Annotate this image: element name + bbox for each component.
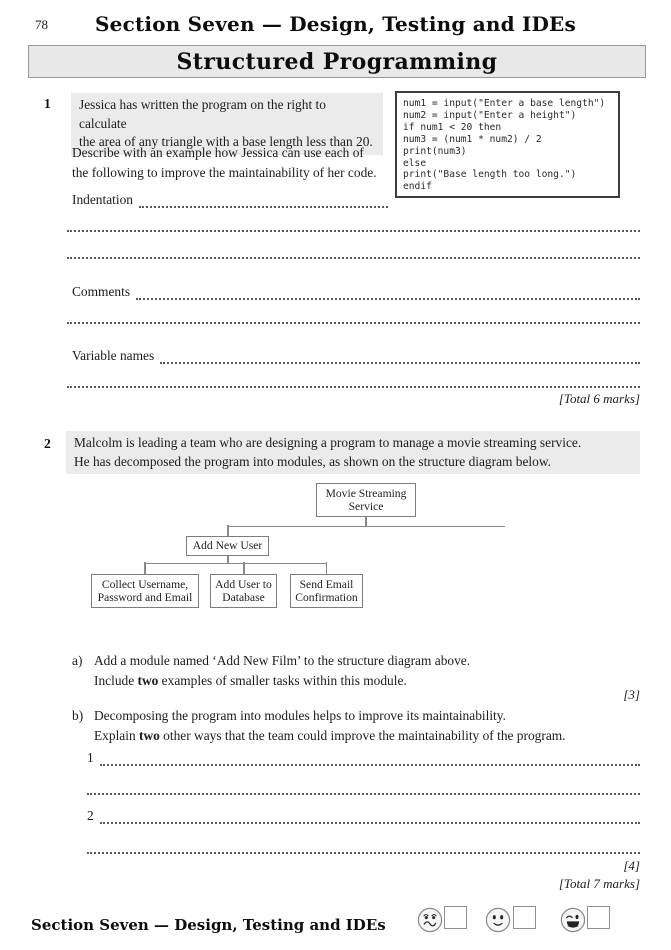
code-line: num1 = input("Enter a base length") — [403, 98, 606, 109]
q1-intro-line1: Jessica has written the program on the right to calculate — [79, 97, 326, 131]
answer-line — [136, 284, 640, 300]
page-title: Structured Programming — [176, 48, 498, 75]
q1-prompt-line1: Describe with an example how Jessica can use each of — [72, 145, 364, 160]
part-a-line2-post: examples of smaller tasks within this module. — [158, 672, 407, 688]
answer-line — [67, 230, 640, 232]
answer-line — [87, 852, 640, 854]
q2-intro-line1: Malcolm is leading a team who are designing a program to manage a movie streaming service. — [74, 435, 582, 450]
part-b-line1: Decomposing the program into modules helps to improve its maintainability. — [94, 708, 506, 723]
code-line: else — [403, 157, 427, 169]
answer-line — [160, 348, 640, 364]
q1-intro-line2: the area of any triangle with a base length less than 20. — [79, 134, 373, 150]
label-comments: Comments — [72, 284, 131, 299]
code-line: num2 = input("Enter a height") — [403, 109, 577, 121]
answer-line — [67, 386, 640, 388]
part-b-label: b) — [72, 708, 84, 723]
diagram-box-root: Movie Streaming Service — [316, 483, 416, 517]
diagram-box-send-email-confirmation: Send Email Confirmation — [290, 574, 363, 608]
answer-2-label: 2 — [87, 808, 94, 823]
diagram-connector — [365, 516, 367, 526]
page-number: 78 — [35, 17, 48, 32]
q2-intro — [66, 431, 640, 474]
code-line: print(num3) — [403, 145, 467, 157]
answer-line — [67, 257, 640, 259]
answer-line — [100, 808, 640, 824]
answer-row-2 — [87, 808, 640, 824]
code-line: print("Base length too long.") — [403, 169, 577, 181]
label-indentation: Indentation — [72, 192, 133, 207]
q2-total-marks: [Total 7 marks] — [558, 876, 640, 891]
q2-intro-line2: He has decomposed the program into modules, as shown on the structure diagram below. — [74, 453, 551, 469]
rating-checkbox-neutral[interactable] — [513, 906, 536, 929]
code-line: if num1 < 20 then — [403, 121, 502, 133]
q1-total-marks: [Total 6 marks] — [558, 391, 640, 406]
q2-part-b — [72, 706, 647, 745]
part-a-line1: Add a module named ‘Add New Film’ to the structure diagram above. — [94, 653, 471, 668]
diagram-connector — [144, 563, 327, 565]
section-header: Section Seven — Design, Testing and IDEs — [95, 12, 576, 36]
happy-face-icon — [560, 907, 586, 933]
part-b-line2-bold: two — [139, 727, 160, 743]
part-b-marks: [4] — [623, 858, 640, 873]
diagram-box-add-user-to-database: Add User to Database — [210, 574, 277, 608]
part-a-line2-bold: two — [137, 672, 159, 688]
q1-number: 1 — [44, 96, 51, 111]
part-a-label: a) — [72, 653, 83, 668]
answer-line — [100, 750, 640, 766]
rating-checkbox-unhappy[interactable] — [444, 906, 467, 929]
q1-prompt-line2: the following to improve the maintainability of her code. — [72, 164, 377, 180]
code-line: num3 = (num1 * num2) / 2 — [403, 133, 542, 145]
diagram-box-add-new-user: Add New User — [186, 536, 269, 556]
diagram-connector — [227, 526, 505, 528]
answer-line — [87, 793, 640, 795]
answer-row-comments — [72, 284, 640, 300]
label-variable-names: Variable names — [72, 348, 155, 363]
q2-number: 2 — [44, 436, 51, 451]
answer-row-variable-names — [72, 348, 640, 364]
neutral-face-icon — [485, 907, 511, 933]
unhappy-face-icon — [417, 907, 443, 933]
q1-code-listing — [395, 91, 620, 198]
answer-row-indentation — [72, 192, 388, 208]
answer-row-1 — [87, 750, 640, 766]
answer-line — [67, 322, 640, 324]
part-a-marks: [3] — [623, 687, 640, 702]
q1-prompt — [72, 143, 394, 182]
part-b-line2-pre: Explain — [94, 727, 139, 743]
footer-section-title: Section Seven — Design, Testing and IDEs — [31, 916, 386, 934]
q2-part-a — [72, 651, 640, 690]
part-a-line2-pre: Include — [94, 672, 138, 688]
page-title-banner — [28, 45, 646, 78]
code-line: endif — [403, 181, 432, 193]
part-b-line2-post: other ways that the team could improve the maintainability of the program. — [159, 727, 566, 743]
diagram-box-collect-details: Collect Username, Password and Email — [91, 574, 199, 608]
answer-line — [139, 192, 388, 208]
part-b-line2 — [94, 726, 647, 746]
rating-checkbox-happy[interactable] — [587, 906, 610, 929]
answer-1-label: 1 — [87, 750, 94, 765]
